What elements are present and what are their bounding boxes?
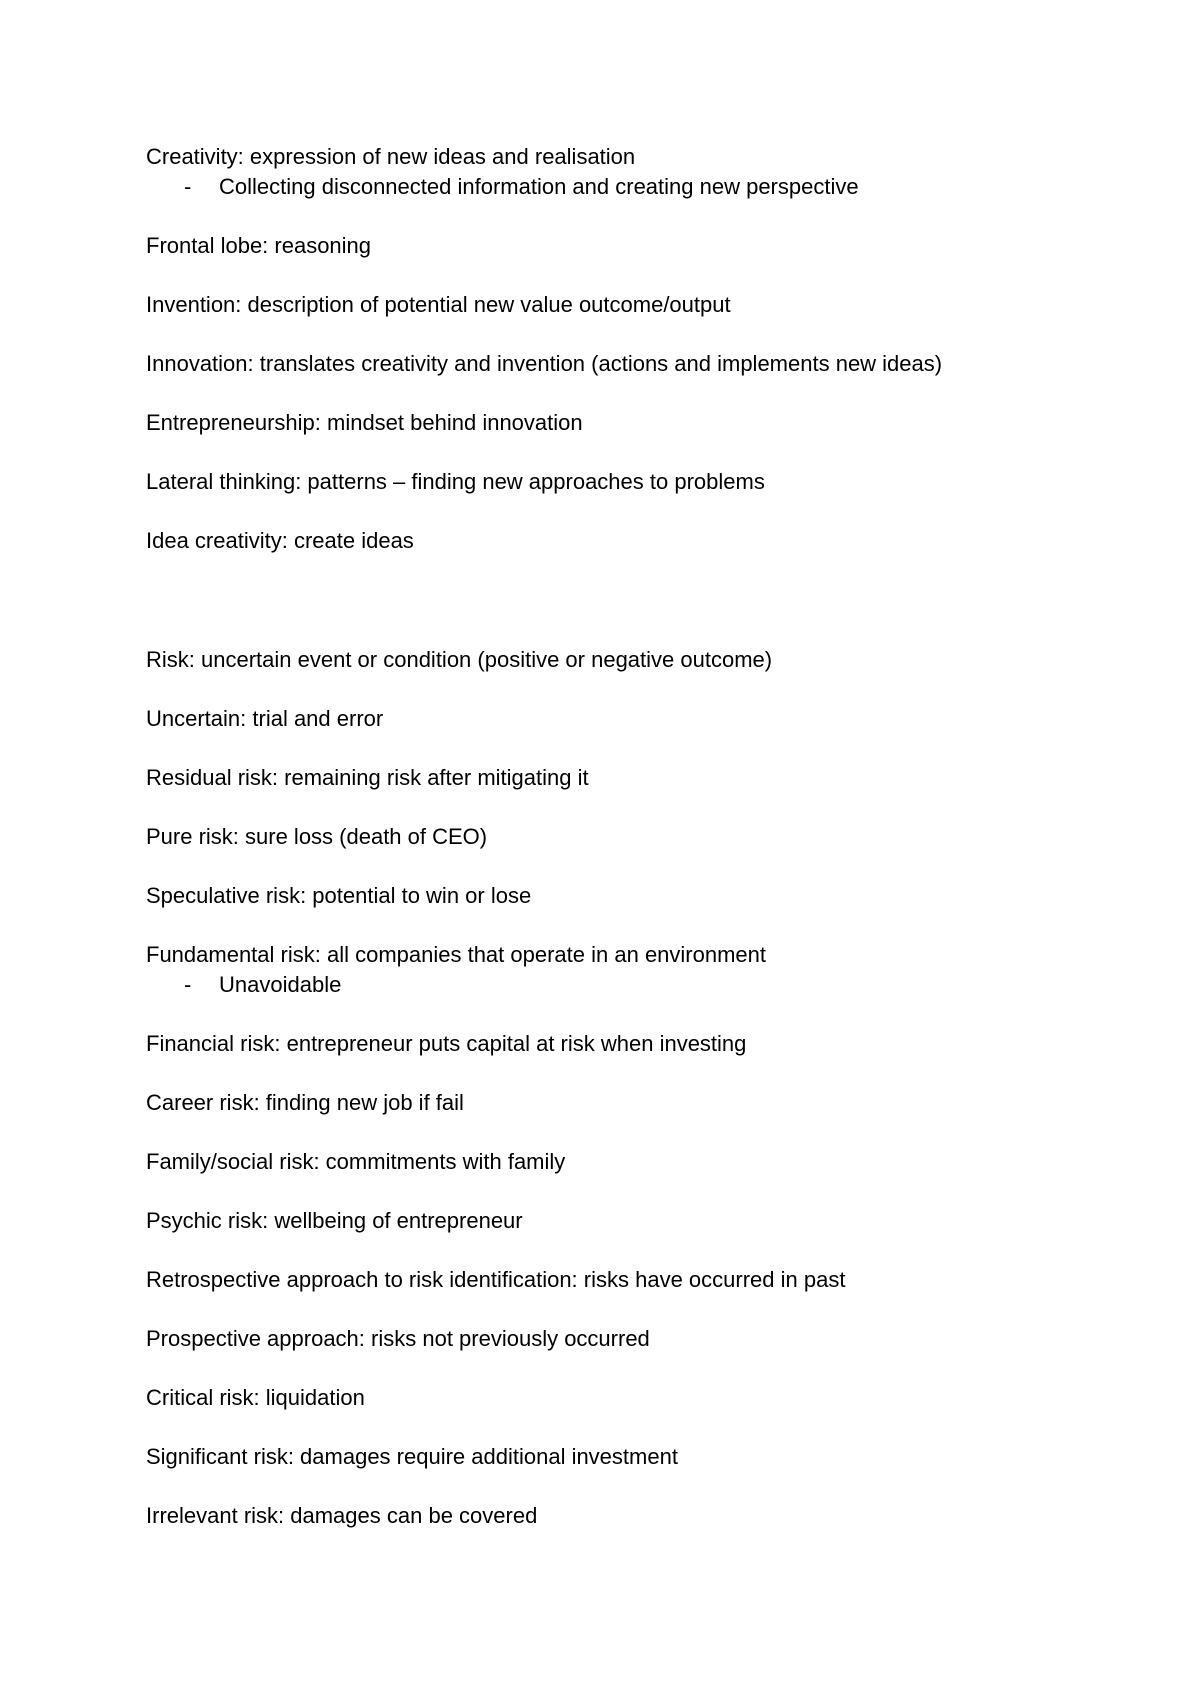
note-pure-risk: Pure risk: sure loss (death of CEO) bbox=[146, 824, 488, 849]
note-critical-risk: Critical risk: liquidation bbox=[146, 1385, 365, 1410]
note-significant-risk: Significant risk: damages require additional investment bbox=[146, 1444, 678, 1469]
note-entrepreneurship: Entrepreneurship: mindset behind innovation bbox=[146, 410, 583, 435]
note-creativity: Creativity: expression of new ideas and realisation bbox=[146, 144, 636, 169]
sub-bullet-text: Unavoidable bbox=[219, 972, 342, 997]
sub-bullet-creativity bbox=[146, 172, 1146, 202]
note-career-risk: Career risk: finding new job if fail bbox=[146, 1090, 464, 1115]
note-psychic-risk: Psychic risk: wellbeing of entrepreneur bbox=[146, 1208, 523, 1233]
note-residual-risk: Residual risk: remaining risk after mitigating it bbox=[146, 765, 589, 790]
bullet-dash: - bbox=[184, 972, 192, 997]
note-innovation: Innovation: translates creativity and invention (actions and implements new ideas) bbox=[146, 351, 943, 376]
note-idea-creativity: Idea creativity: create ideas bbox=[146, 528, 414, 553]
note-prospective-approach: Prospective approach: risks not previously occurred bbox=[146, 1326, 650, 1351]
note-irrelevant-risk: Irrelevant risk: damages can be covered bbox=[146, 1503, 538, 1528]
note-frontal-lobe: Frontal lobe: reasoning bbox=[146, 233, 372, 258]
note-family-social-risk: Family/social risk: commitments with family bbox=[146, 1149, 566, 1174]
note-invention: Invention: description of potential new value outcome/output bbox=[146, 292, 731, 317]
note-fundamental-risk: Fundamental risk: all companies that operate in an environment bbox=[146, 942, 767, 967]
section-gap bbox=[146, 585, 1146, 645]
note-speculative-risk: Speculative risk: potential to win or lose bbox=[146, 883, 532, 908]
note-retrospective-approach: Retrospective approach to risk identification: risks have occurred in past bbox=[146, 1267, 846, 1292]
note-risk: Risk: uncertain event or condition (positive or negative outcome) bbox=[146, 647, 773, 672]
bullet-dash: - bbox=[184, 174, 192, 199]
sub-bullet-fundamental bbox=[146, 970, 1146, 1000]
sub-bullet-text: Collecting disconnected information and creating new perspective bbox=[219, 174, 859, 199]
note-financial-risk: Financial risk: entrepreneur puts capital at risk when investing bbox=[146, 1031, 747, 1056]
note-lateral-thinking: Lateral thinking: patterns – finding new approaches to problems bbox=[146, 469, 765, 494]
document-page bbox=[146, 142, 1146, 1560]
note-uncertain: Uncertain: trial and error bbox=[146, 706, 384, 731]
